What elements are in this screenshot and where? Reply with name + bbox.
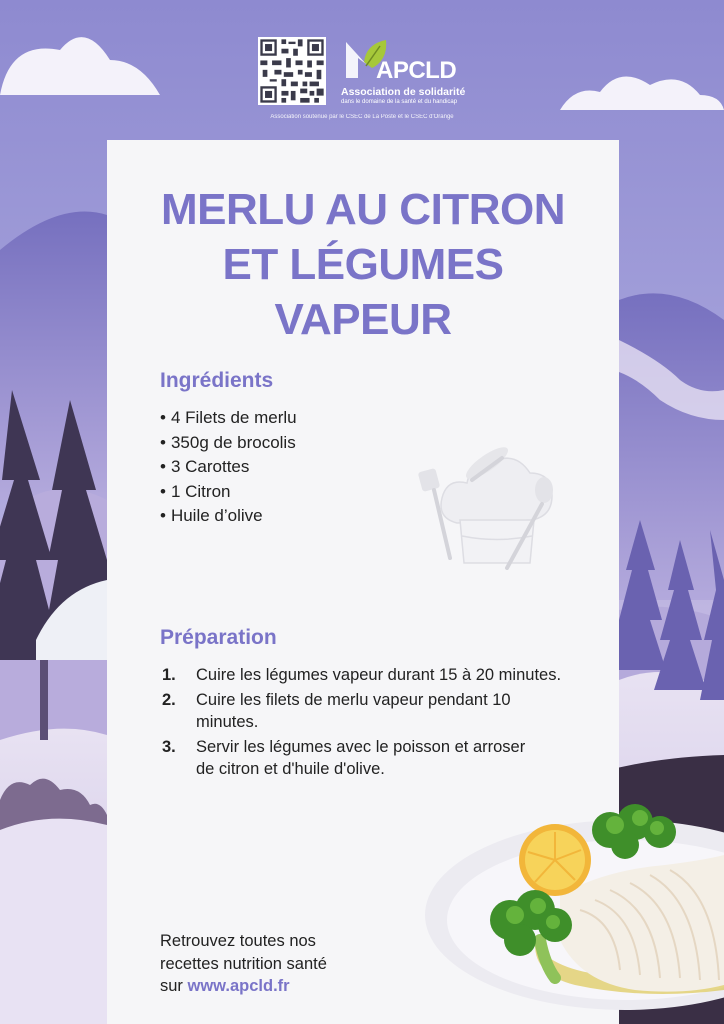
website-link[interactable]: www.apcld.fr bbox=[187, 977, 290, 995]
logo-tagline: dans le domaine de la santé et du handicap bbox=[341, 99, 458, 105]
ingredient-text: 3 Carottes bbox=[170, 457, 250, 476]
list-item bbox=[160, 406, 297, 431]
list-item bbox=[162, 664, 566, 687]
list-item bbox=[160, 504, 297, 529]
title-line: ET LÉGUMES bbox=[222, 240, 504, 289]
ingredient-text: 1 Citron bbox=[170, 481, 231, 501]
fish-plate-illustration bbox=[395, 750, 724, 1024]
chef-hat-icon bbox=[412, 428, 562, 578]
ingredient-text: 4 Filets de merlu bbox=[170, 408, 297, 427]
step-number: 2. bbox=[162, 690, 176, 709]
logo-subtitle: Association de solidarité bbox=[341, 86, 466, 98]
ingredient-text: 350g de brocolis bbox=[170, 432, 296, 452]
step-number: 3. bbox=[162, 737, 176, 756]
step-text: Cuire les filets de merlu vapeur pendant 10 minutes. bbox=[196, 690, 511, 731]
recipe-title bbox=[107, 182, 619, 347]
footer-line: Retrouvez toutes nos bbox=[160, 932, 316, 950]
logo-name: APCLD bbox=[376, 57, 457, 84]
title-line: MERLU AU CITRON bbox=[161, 185, 565, 234]
footer-line bbox=[160, 975, 327, 998]
footer-line: recettes nutrition santé bbox=[160, 954, 327, 973]
list-item bbox=[160, 431, 297, 456]
step-number: 1. bbox=[162, 666, 176, 684]
support-line: Association soutenue par le CSEC de La Poste et le CSEC d'Orange bbox=[270, 114, 454, 120]
footer-prefix: sur bbox=[160, 977, 188, 995]
footer-text bbox=[160, 930, 327, 998]
list-item bbox=[162, 689, 566, 734]
list-item bbox=[160, 480, 297, 505]
qr-code-icon bbox=[258, 37, 326, 105]
title-line: VAPEUR bbox=[274, 295, 452, 344]
list-item bbox=[160, 455, 297, 480]
preparation-heading: Préparation bbox=[160, 626, 277, 649]
step-text: Servir les légumes avec le poisson et arroser de citron et d'huile d'olive. bbox=[196, 737, 526, 778]
ingredients-list bbox=[160, 406, 297, 529]
step-text: Cuire les légumes vapeur durant 15 à 20 minutes. bbox=[196, 666, 562, 684]
ingredients-heading: Ingrédients bbox=[160, 369, 274, 392]
ingredient-text: Huile d’olive bbox=[170, 506, 263, 525]
